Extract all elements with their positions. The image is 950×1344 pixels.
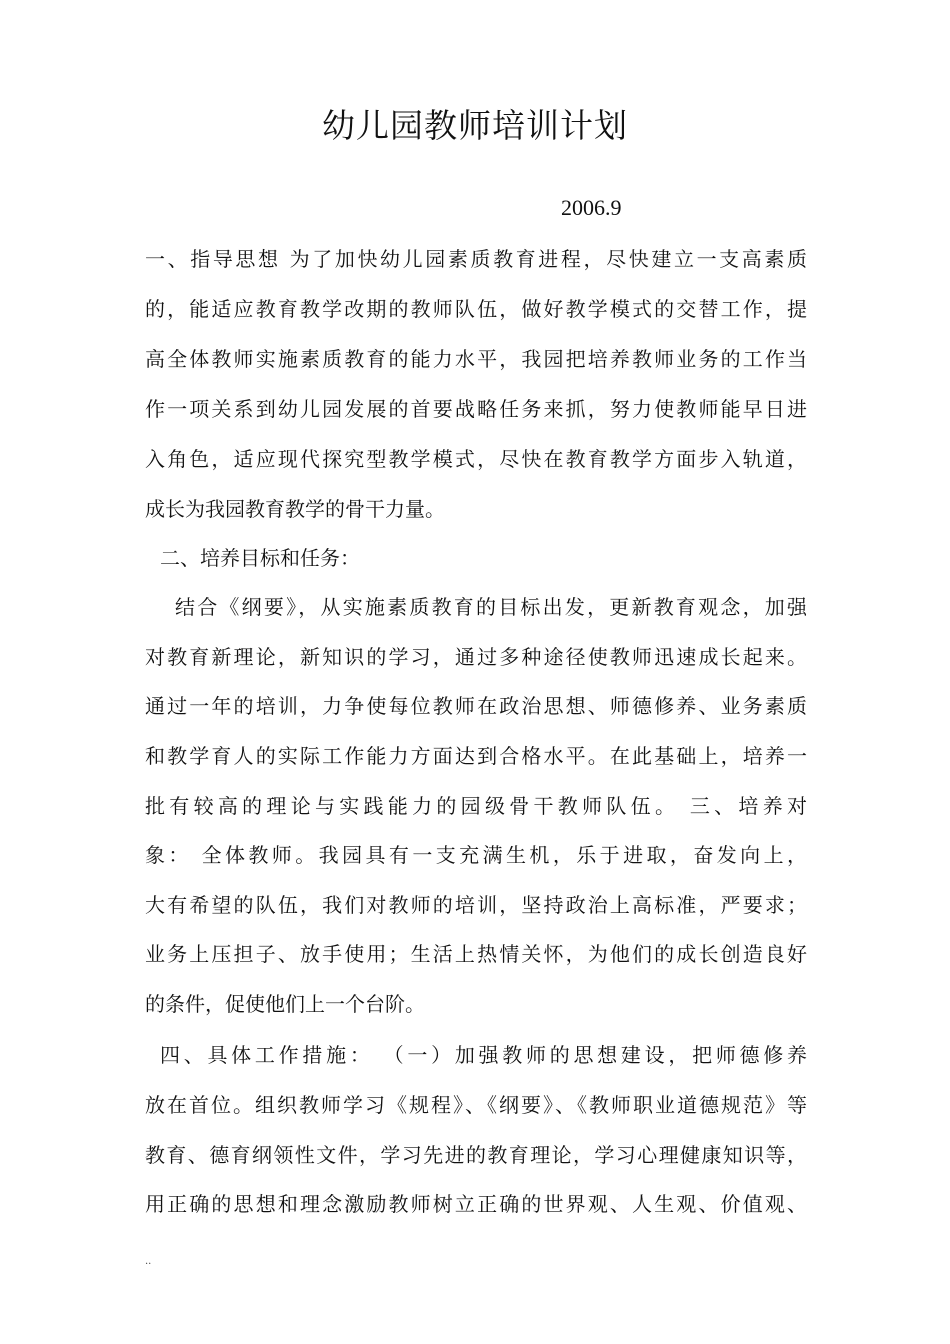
body-line: 和教学育人的实际工作能力方面达到合格水平。在此基础上，培养一 bbox=[145, 744, 807, 768]
page-mark: .. bbox=[145, 1256, 152, 1267]
body-line: 教育、德育纲领性文件，学习先进的教育理论，学习心理健康知识等， bbox=[145, 1143, 807, 1167]
body-line: 的条件，促使他们上一个台阶。 bbox=[145, 992, 425, 1016]
body-line: 业务上压担子、放手使用；生活上热情关怀，为他们的成长创造良好 bbox=[145, 942, 807, 966]
section-heading: 二、培养目标和任务： bbox=[160, 546, 360, 570]
body-line: 结合《纲要》，从实施素质教育的目标出发，更新教育观念，加强 bbox=[175, 595, 807, 619]
body-line: 入角色，适应现代探究型教学模式，尽快在教育教学方面步入轨道， bbox=[145, 447, 807, 471]
body-line: 四、具体工作措施： （一）加强教师的思想建设，把师德修养 bbox=[160, 1043, 807, 1067]
document-date: 2006.9 bbox=[561, 195, 622, 220]
document-title: 幼儿园教师培训计划 bbox=[322, 106, 628, 145]
body-line: 的，能适应教育教学改期的教师队伍，做好教学模式的交替工作，提 bbox=[145, 297, 807, 321]
body-line: 对教育新理论，新知识的学习，通过多种途径使教师迅速成长起来。 bbox=[145, 645, 807, 669]
body-line: 一、指导思想 为了加快幼儿园素质教育进程，尽快建立一支高素质 bbox=[145, 247, 807, 271]
body-line: 用正确的思想和理念激励教师树立正确的世界观、人生观、价值观、 bbox=[145, 1192, 807, 1216]
body-line: 作一项关系到幼儿园发展的首要战略任务来抓，努力使教师能早日进 bbox=[145, 397, 807, 421]
body-line: 通过一年的培训，力争使每位教师在政治思想、师德修养、业务素质 bbox=[145, 694, 807, 718]
body-line: 成长为我园教育教学的骨干力量。 bbox=[145, 497, 445, 521]
body-line: 高全体教师实施素质教育的能力水平，我园把培养教师业务的工作当 bbox=[145, 347, 807, 371]
body-line: 放在首位。组织教师学习《规程》、《纲要》、《教师职业道德规范》等 bbox=[145, 1093, 807, 1117]
body-line: 象： 全体教师。我园具有一支充满生机，乐于进取，奋发向上， bbox=[145, 843, 807, 867]
body-line: 大有希望的队伍，我们对教师的培训，坚持政治上高标准，严要求； bbox=[145, 893, 807, 917]
body-line: 批有较高的理论与实践能力的园级骨干教师队伍。 三、培养对 bbox=[145, 794, 807, 818]
